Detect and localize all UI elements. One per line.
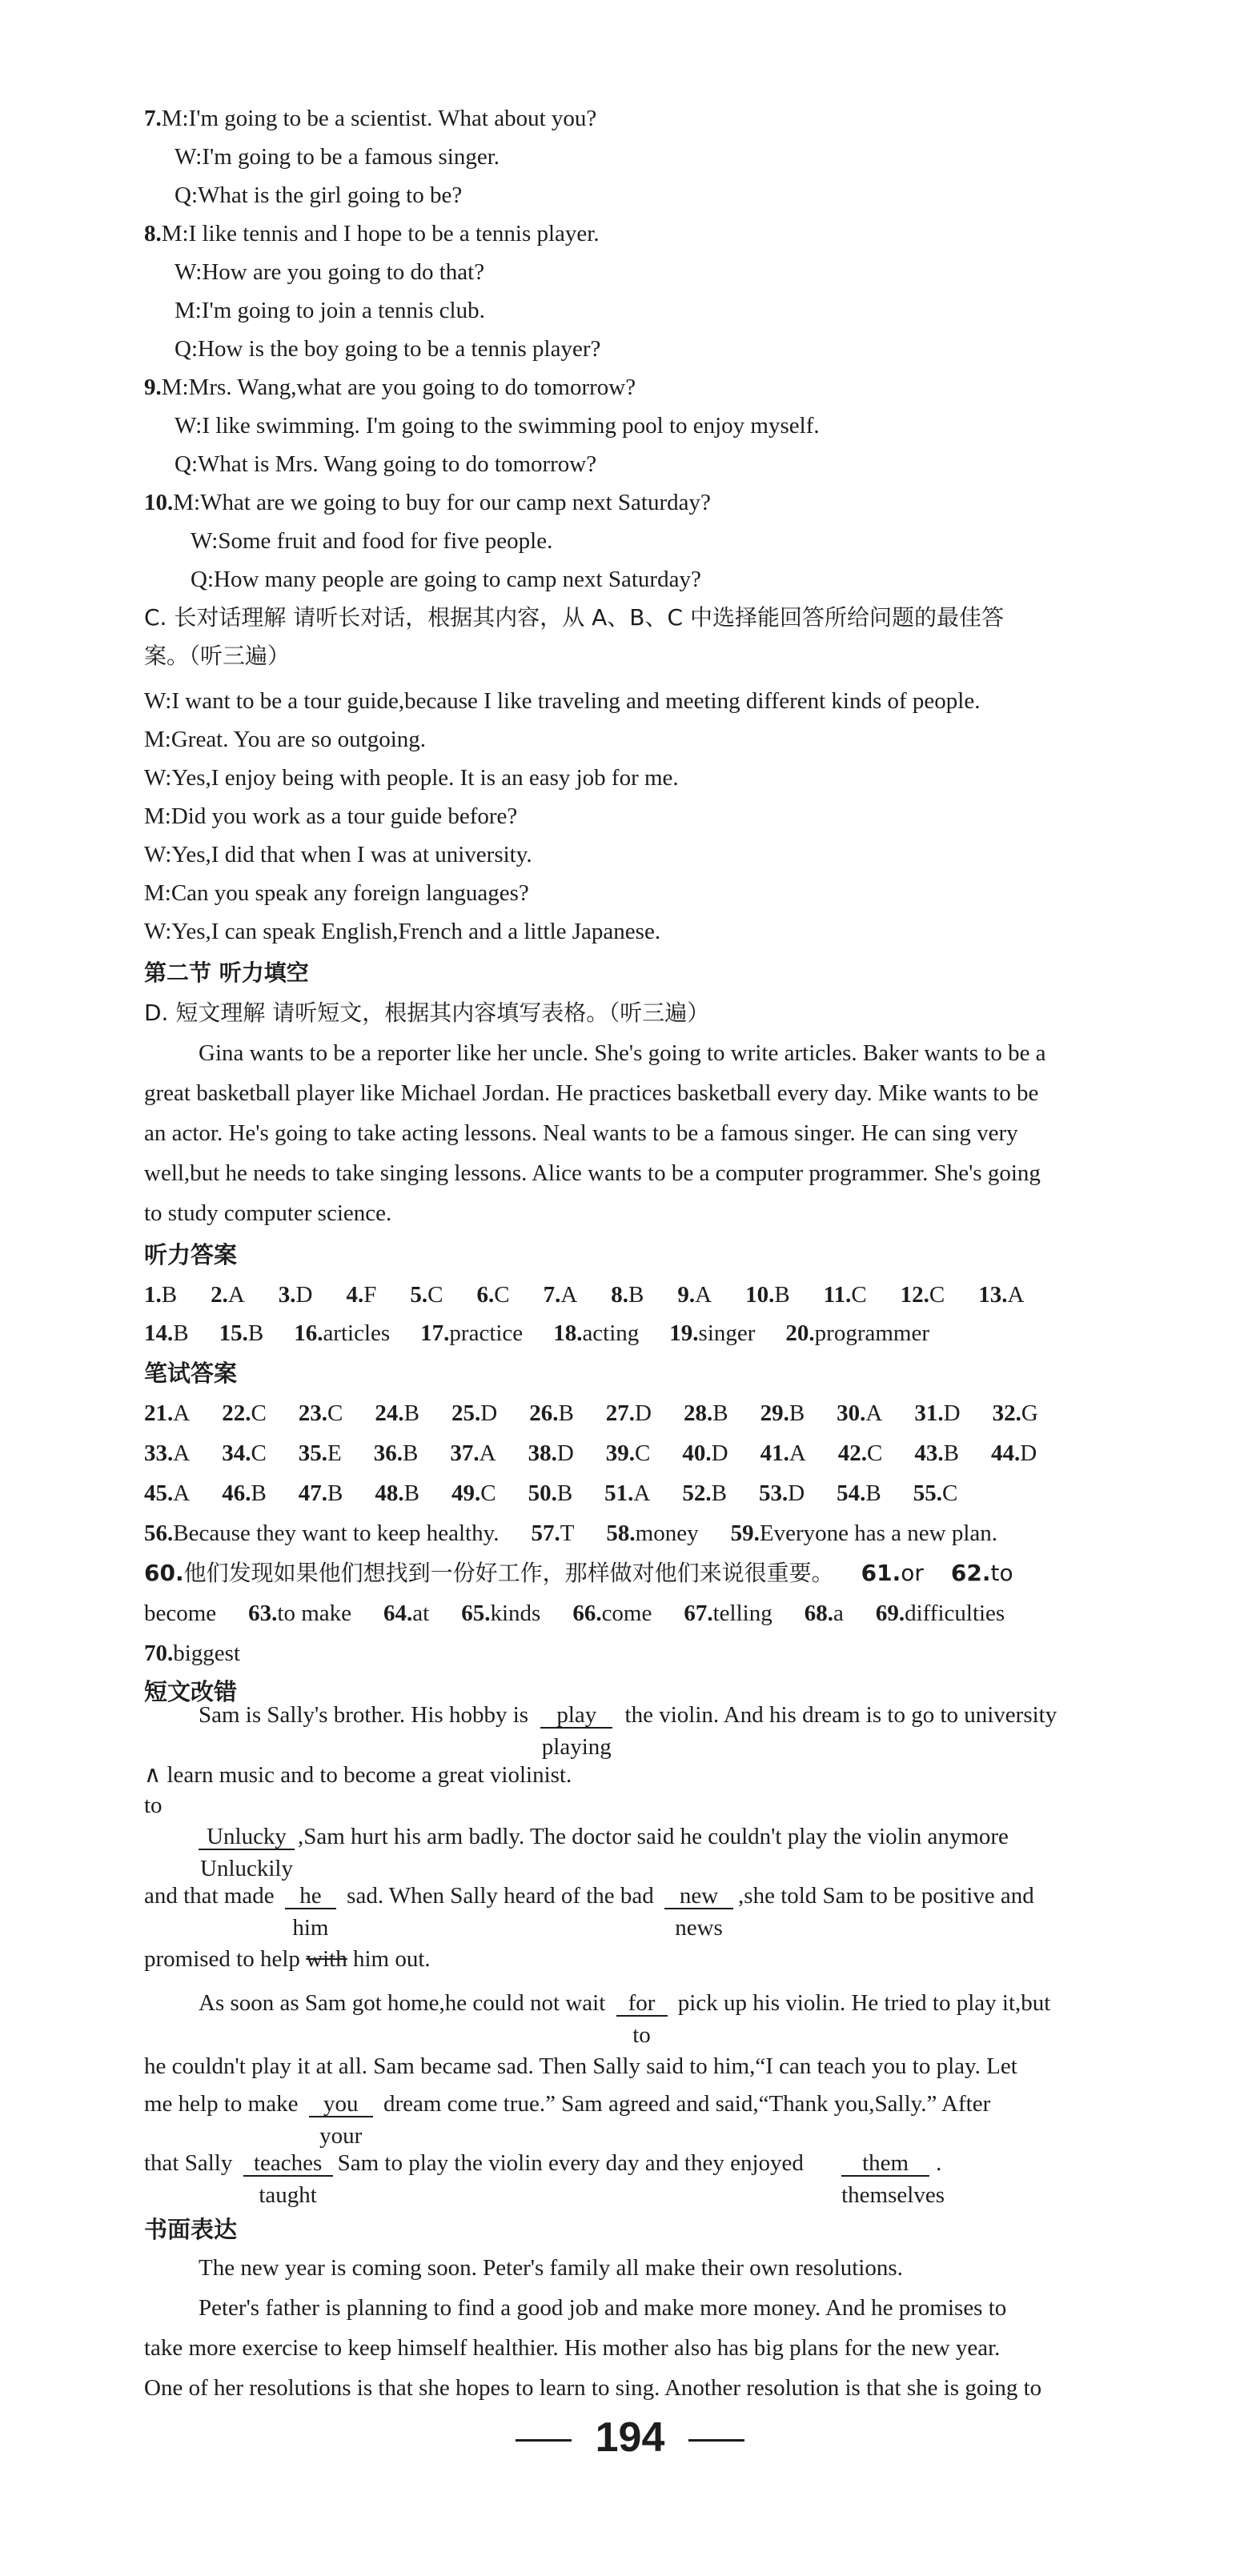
error-word: you your xyxy=(309,2092,373,2117)
corrected-word: taught xyxy=(259,2182,317,2208)
answer-value: Because they want to keep healthy. xyxy=(173,1520,500,1546)
question-number: 8. xyxy=(611,1282,629,1308)
answer-item xyxy=(760,1397,805,1429)
question-number: 30. xyxy=(837,1400,866,1426)
answer-value: B xyxy=(865,1480,881,1506)
answer-value: B xyxy=(161,1282,178,1308)
section-c-heading: C. 长对话理解 请听长对话，根据其内容，从 A、B、C 中选择能回答所给问题的最佳答 xyxy=(144,604,1004,631)
question-number: 7. xyxy=(543,1282,561,1308)
answer-item xyxy=(248,1597,351,1629)
written-answers-row-7 xyxy=(144,1637,240,1669)
question-number: 27. xyxy=(605,1400,636,1426)
dialogue-7-line-2: W:I'm going to be a famous singer. xyxy=(175,144,500,170)
answer-item xyxy=(531,1517,574,1549)
passage-line: Gina wants to be a reporter like her uncle. She's going to write articles. Baker wants to be a xyxy=(199,1040,1046,1066)
written-answers-row-3 xyxy=(144,1477,957,1509)
answer-item xyxy=(219,1317,264,1349)
question-number: 17. xyxy=(420,1320,450,1346)
dialogue-8-line-3: M:I'm going to join a tennis club. xyxy=(175,298,485,323)
answer-item xyxy=(785,1317,929,1349)
answer-item xyxy=(606,1437,651,1469)
part-2-title: 第二节 听力填空 xyxy=(144,959,309,986)
correction-line-9: that Sally teaches taught Sam to play the violin every day and they enjoyed them themselves . xyxy=(144,2150,945,2208)
answer-value: D xyxy=(1020,1440,1037,1466)
long-dialogue-line: M:Did you work as a tour guide before? xyxy=(144,803,518,829)
answer-value: B xyxy=(251,1480,267,1506)
question-number: 14. xyxy=(144,1320,174,1346)
answer-value: kinds xyxy=(490,1600,541,1626)
answer-value: A xyxy=(1007,1282,1025,1308)
question-number: 49. xyxy=(451,1480,481,1506)
answer-item xyxy=(824,1279,867,1311)
answer-value: D xyxy=(943,1400,961,1426)
answer-value: G xyxy=(1021,1400,1038,1426)
question-number: 41. xyxy=(760,1440,789,1466)
writing-title: 书面表达 xyxy=(144,2216,238,2243)
answer-value: B xyxy=(247,1320,264,1346)
answer-value: B xyxy=(558,1400,574,1426)
answer-item xyxy=(222,1477,267,1509)
writing-line: One of her resolutions is that she hopes to learn to sing. Another resolution is that she is going to xyxy=(144,2375,1042,2401)
question-number: 31. xyxy=(914,1400,944,1426)
answer-item xyxy=(144,1397,190,1429)
answer-value: money xyxy=(635,1520,699,1546)
answer-value: A xyxy=(633,1480,651,1506)
answer-item xyxy=(745,1279,790,1311)
correction-line-3: Unlucky Unluckily ,Sam hurt his arm badly. The doctor said he couldn't play the violin anymore xyxy=(200,1824,1009,1881)
question-number: 15. xyxy=(219,1320,248,1346)
answer-item xyxy=(144,1557,834,1589)
answer-item xyxy=(553,1317,639,1349)
question-number: 56. xyxy=(144,1520,174,1546)
answer-item xyxy=(279,1279,313,1311)
dialogue-7-line-3: Q:What is the girl going to be? xyxy=(175,182,463,208)
answer-item xyxy=(684,1397,728,1429)
question-number: 1. xyxy=(144,1282,162,1308)
question-number: 35. xyxy=(298,1440,328,1466)
answer-item xyxy=(144,1317,189,1349)
question-number: 21. xyxy=(144,1400,174,1426)
answer-value: D xyxy=(635,1400,652,1426)
answer-value: to xyxy=(990,1560,1013,1586)
answer-value: B xyxy=(943,1440,959,1466)
answer-item xyxy=(760,1437,806,1469)
corrected-word: playing xyxy=(541,1734,612,1760)
dialogue-8-line-1: 8.M:I like tennis and I hope to be a tennis player. xyxy=(144,221,600,246)
answer-value: T xyxy=(560,1520,575,1546)
question-number: 40. xyxy=(682,1440,712,1466)
question-number: 52. xyxy=(682,1480,712,1506)
answer-value: C xyxy=(929,1282,945,1308)
answer-item xyxy=(299,1477,343,1509)
answer-item xyxy=(528,1437,574,1469)
dialogue-10-line-2: W:Some fruit and food for five people. xyxy=(191,528,553,554)
dialogue-8-line-2: W:How are you going to do that? xyxy=(175,259,485,285)
corrected-word: Unluckily xyxy=(200,1856,293,1881)
answer-item xyxy=(684,1597,772,1629)
answer-item xyxy=(913,1477,958,1509)
answer-value: A xyxy=(173,1480,191,1506)
error-correction-title: 短文改错 xyxy=(144,1678,238,1705)
answer-value: A xyxy=(227,1282,245,1308)
question-number: 23. xyxy=(298,1400,328,1426)
answer-value: A xyxy=(789,1440,806,1466)
question-number: 29. xyxy=(760,1400,789,1426)
answer-value: A xyxy=(173,1400,191,1426)
long-dialogue-line: W:Yes,I did that when I was at university. xyxy=(144,842,532,867)
question-number: 51. xyxy=(604,1480,634,1506)
question-number: 2. xyxy=(211,1282,228,1308)
answer-item xyxy=(669,1317,755,1349)
listening-answers-row-2 xyxy=(144,1317,929,1349)
answer-item xyxy=(299,1437,342,1469)
question-number: 24. xyxy=(375,1400,404,1426)
answer-value: A xyxy=(865,1400,883,1426)
answer-value: telling xyxy=(712,1600,772,1626)
answer-value: B xyxy=(712,1400,728,1426)
answer-item xyxy=(991,1437,1037,1469)
answer-item xyxy=(451,1397,497,1429)
question-number: 63. xyxy=(248,1600,278,1626)
answer-item xyxy=(529,1397,574,1429)
dialogue-9-line-1: 9.M:Mrs. Wang,what are you going to do tomorrow? xyxy=(144,375,636,400)
answer-item xyxy=(410,1279,443,1311)
answer-item xyxy=(450,1437,496,1469)
answer-value: B xyxy=(403,1400,419,1426)
error-word: he him xyxy=(285,1884,336,1909)
answer-value: B xyxy=(403,1480,419,1506)
answer-value: C xyxy=(251,1440,267,1466)
long-dialogue-line: M:Can you speak any foreign languages? xyxy=(144,880,529,906)
deleted-word: with xyxy=(306,1946,347,1972)
question-number: 9. xyxy=(677,1282,696,1308)
error-word: for to xyxy=(616,1991,668,2017)
long-dialogue-line: W:I want to be a tour guide,because I like traveling and meeting different kinds of people. xyxy=(144,688,981,714)
error-word: them themselves xyxy=(841,2150,945,2208)
dialogue-9-line-3: Q:What is Mrs. Wang going to do tomorrow? xyxy=(175,451,597,477)
question-number: 61. xyxy=(861,1560,901,1586)
answer-value: D xyxy=(711,1440,728,1466)
correction-line-1: Sam is Sally's brother. His hobby is play playing the violin. And his dream is to go to university xyxy=(199,1702,1057,1760)
answer-item xyxy=(861,1557,924,1589)
question-number: 34. xyxy=(222,1440,251,1466)
answer-value: E xyxy=(327,1440,342,1466)
question-number: 3. xyxy=(278,1282,296,1308)
question-number: 50. xyxy=(528,1480,557,1506)
answer-value: C xyxy=(251,1400,267,1426)
answer-value: F xyxy=(363,1282,377,1308)
question-number: 59. xyxy=(730,1520,760,1546)
answer-item xyxy=(347,1279,377,1311)
answer-value: D xyxy=(480,1400,498,1426)
answer-item xyxy=(375,1397,419,1429)
answer-value: 他们发现如果他们想找到一份好工作，那样做对他们来说很重要。 xyxy=(183,1560,834,1586)
answer-value: articles xyxy=(323,1320,391,1346)
question-number: 19. xyxy=(669,1320,699,1346)
question-number: 68. xyxy=(804,1600,833,1626)
page-number: 194 xyxy=(0,2414,1260,2462)
answer-item xyxy=(731,1517,997,1549)
question-number: 13. xyxy=(978,1282,1008,1308)
answer-value: B xyxy=(556,1480,573,1506)
answer-item xyxy=(572,1597,652,1629)
error-word: new news xyxy=(664,1884,733,1909)
passage-line: to study computer science. xyxy=(144,1200,392,1226)
answer-item xyxy=(805,1597,844,1629)
answer-value: become xyxy=(144,1600,217,1626)
answer-item xyxy=(299,1397,343,1429)
answer-item xyxy=(461,1597,540,1629)
question-number: 12. xyxy=(900,1282,929,1308)
question-number: 28. xyxy=(683,1400,713,1426)
written-answers-row-5 xyxy=(144,1557,1013,1589)
listening-answers-row-1 xyxy=(144,1279,1024,1311)
question-number: 65. xyxy=(461,1600,491,1626)
answer-value: programmer xyxy=(814,1320,930,1346)
answer-item xyxy=(294,1317,390,1349)
question-number: 60. xyxy=(144,1560,184,1586)
listening-answers-title: 听力答案 xyxy=(144,1241,238,1268)
answer-item xyxy=(222,1437,267,1469)
answer-value: singer xyxy=(698,1320,756,1346)
question-number: 16. xyxy=(294,1320,323,1346)
writing-line: The new year is coming soon. Peter's family all make their own resolutions. xyxy=(199,2255,903,2281)
answer-value: C xyxy=(427,1282,443,1308)
answer-item xyxy=(682,1477,727,1509)
answer-item xyxy=(144,1637,240,1669)
question-number: 70. xyxy=(144,1641,174,1666)
written-answers-row-6 xyxy=(144,1597,1005,1629)
answer-item xyxy=(606,1517,698,1549)
answer-value: Everyone has a new plan. xyxy=(759,1520,997,1546)
answer-item xyxy=(476,1279,509,1311)
answer-value: difficulties xyxy=(905,1600,1005,1626)
answer-value: biggest xyxy=(173,1641,241,1666)
passage-line: great basketball player like Michael Jordan. He practices basketball every day. Mike wants to be xyxy=(144,1080,1039,1106)
question-number: 64. xyxy=(383,1600,413,1626)
answer-item xyxy=(759,1477,805,1509)
question-number: 5. xyxy=(410,1282,428,1308)
section-c-heading-cont: 案。（听三遍） xyxy=(144,643,291,669)
question-number: 36. xyxy=(373,1440,403,1466)
answer-item xyxy=(544,1279,578,1311)
question-number: 6. xyxy=(476,1282,495,1308)
writing-line: take more exercise to keep himself healthier. His mother also has big plans for the new year. xyxy=(144,2335,1001,2361)
dialogue-9-line-2: W:I like swimming. I'm going to the swimming pool to enjoy myself. xyxy=(175,413,820,439)
answer-item xyxy=(993,1397,1038,1429)
correction-line-7: he couldn't play it at all. Sam became sad. Then Sally said to him,“I can teach you to play. Let xyxy=(144,2053,1017,2079)
answer-value: C xyxy=(942,1480,958,1506)
question-number: 37. xyxy=(450,1440,480,1466)
insert-caret: ∧ xyxy=(144,1762,162,1788)
question-number: 44. xyxy=(990,1440,1021,1466)
corrected-word: to xyxy=(632,2022,651,2048)
answer-value: C xyxy=(851,1282,867,1308)
corrected-word: news xyxy=(675,1915,723,1941)
dialogue-7-line-1: 7.M:I'm going to be a scientist. What about you? xyxy=(144,106,597,131)
correction-line-5: promised to help with him out. xyxy=(144,1946,431,1972)
answer-item xyxy=(978,1279,1024,1311)
question-number: 54. xyxy=(837,1480,866,1506)
correction-line-8: me help to make you your dream come true.” Sam agreed and said,“Thank you,Sally.” After xyxy=(144,2091,991,2149)
question-number: 47. xyxy=(298,1480,328,1506)
answer-value: A xyxy=(479,1440,496,1466)
answer-item xyxy=(914,1397,960,1429)
question-number: 22. xyxy=(222,1400,251,1426)
answer-item xyxy=(838,1437,883,1469)
question-number: 45. xyxy=(144,1480,174,1506)
dialogue-8-line-4: Q:How is the boy going to be a tennis player? xyxy=(175,336,601,362)
answer-item xyxy=(383,1597,429,1629)
question-number: 39. xyxy=(605,1440,636,1466)
question-number: 69. xyxy=(875,1600,905,1626)
answer-item xyxy=(611,1279,644,1311)
dialogue-10-line-1: 10.M:What are we going to buy for our camp next Saturday? xyxy=(144,490,711,515)
answer-item xyxy=(144,1279,177,1311)
error-word: teaches taught xyxy=(243,2151,333,2177)
written-answers-title: 笔试答案 xyxy=(144,1360,238,1387)
answer-value: acting xyxy=(582,1320,640,1346)
answer-value: B xyxy=(327,1480,343,1506)
question-number: 11. xyxy=(823,1282,852,1308)
answer-item xyxy=(837,1477,881,1509)
question-number: 62. xyxy=(950,1560,991,1586)
answer-value: C xyxy=(635,1440,651,1466)
answer-value: B xyxy=(789,1400,805,1426)
question-number: 55. xyxy=(913,1480,943,1506)
corrected-word: your xyxy=(319,2123,363,2149)
answer-item xyxy=(144,1597,216,1629)
answer-item xyxy=(451,1477,496,1509)
answer-item xyxy=(528,1477,573,1509)
question-number: 66. xyxy=(572,1600,602,1626)
question-number: 48. xyxy=(375,1480,404,1506)
correction-line-2: ∧ learn music and to become a great violinist. xyxy=(144,1762,572,1788)
answer-value: D xyxy=(295,1282,313,1308)
answer-value: B xyxy=(628,1282,644,1308)
answer-value: come xyxy=(601,1600,652,1626)
question-number: 43. xyxy=(914,1440,944,1466)
answer-item xyxy=(144,1477,190,1509)
answer-value: B xyxy=(403,1440,419,1466)
dialogue-10-line-3: Q:How many people are going to camp next Saturday? xyxy=(191,567,701,592)
correction-line-4: and that made he him sad. When Sally heard of the bad new news ,she told Sam to be positive and xyxy=(144,1883,1034,1941)
answer-value: or xyxy=(901,1560,924,1586)
answer-value: to make xyxy=(277,1600,352,1626)
answer-value: B xyxy=(774,1282,790,1308)
answer-item xyxy=(374,1437,419,1469)
passage-line: well,but he needs to take singing lessons. Alice wants to be a computer programmer. She's going xyxy=(144,1160,1041,1186)
question-number: 57. xyxy=(531,1520,560,1546)
dash-left xyxy=(516,2439,572,2442)
question-number: 18. xyxy=(553,1320,583,1346)
answer-item xyxy=(837,1397,882,1429)
long-dialogue-line: W:Yes,I can speak English,French and a little Japanese. xyxy=(144,919,661,944)
writing-line: Peter's father is planning to find a good job and make more money. And he promises to xyxy=(199,2295,1007,2321)
question-number: 32. xyxy=(992,1400,1021,1426)
answer-item xyxy=(914,1437,959,1469)
answer-value: C xyxy=(480,1480,496,1506)
answer-value: practice xyxy=(449,1320,524,1346)
long-dialogue-line: M:Great. You are so outgoing. xyxy=(144,727,427,752)
answer-value: B xyxy=(173,1320,189,1346)
answer-value: C xyxy=(867,1440,883,1466)
inserted-word: to xyxy=(144,1793,163,1818)
answer-item xyxy=(144,1437,190,1469)
answer-item xyxy=(951,1557,1013,1589)
question-number: 10. xyxy=(745,1282,775,1308)
written-answers-row-4 xyxy=(144,1517,997,1549)
answer-item xyxy=(677,1279,712,1311)
answer-item xyxy=(211,1279,245,1311)
answer-item xyxy=(420,1317,523,1349)
answer-item xyxy=(144,1517,499,1549)
question-number: 67. xyxy=(684,1600,713,1626)
answer-value: B xyxy=(711,1480,727,1506)
question-number: 20. xyxy=(785,1320,815,1346)
answer-value: C xyxy=(494,1282,510,1308)
written-answers-row-2 xyxy=(144,1437,1037,1469)
error-word: Unlucky Unluckily xyxy=(200,1824,293,1881)
question-number: 33. xyxy=(144,1440,174,1466)
question-number: 25. xyxy=(451,1400,481,1426)
error-word: play playing xyxy=(541,1702,612,1760)
answer-item xyxy=(901,1279,945,1311)
passage-line: an actor. He's going to take acting lessons. Neal wants to be a famous singer. He can sing very xyxy=(144,1120,1018,1146)
question-number: 26. xyxy=(529,1400,559,1426)
answer-value: D xyxy=(788,1480,805,1506)
answer-value: C xyxy=(327,1400,343,1426)
answer-item xyxy=(375,1477,419,1509)
question-number: 4. xyxy=(346,1282,364,1308)
answer-value: at xyxy=(412,1600,430,1626)
correction-line-6: As soon as Sam got home,he could not wait for to pick up his violin. He tried to play it,but xyxy=(199,1990,1051,2048)
written-answers-row-1 xyxy=(144,1397,1038,1429)
question-number: 58. xyxy=(606,1520,636,1546)
answer-value: D xyxy=(556,1440,574,1466)
corrected-word: him xyxy=(292,1915,329,1941)
answer-item xyxy=(682,1437,728,1469)
answer-value: A xyxy=(695,1282,712,1308)
answer-item xyxy=(876,1597,1005,1629)
answer-item xyxy=(222,1397,267,1429)
long-dialogue-line: W:Yes,I enjoy being with people. It is an easy job for me. xyxy=(144,765,679,791)
answer-value: A xyxy=(173,1440,191,1466)
dash-right xyxy=(688,2439,744,2442)
question-number: 53. xyxy=(758,1480,789,1506)
section-d-heading: D. 短文理解 请听短文，根据其内容填写表格。（听三遍） xyxy=(144,1000,710,1026)
question-number: 42. xyxy=(837,1440,868,1466)
question-number: 38. xyxy=(528,1440,557,1466)
answer-item xyxy=(606,1397,652,1429)
answer-item xyxy=(604,1477,650,1509)
answer-value: a xyxy=(833,1600,844,1626)
answer-value: A xyxy=(560,1282,578,1308)
question-number: 46. xyxy=(222,1480,251,1506)
corrected-word: themselves xyxy=(841,2182,945,2208)
